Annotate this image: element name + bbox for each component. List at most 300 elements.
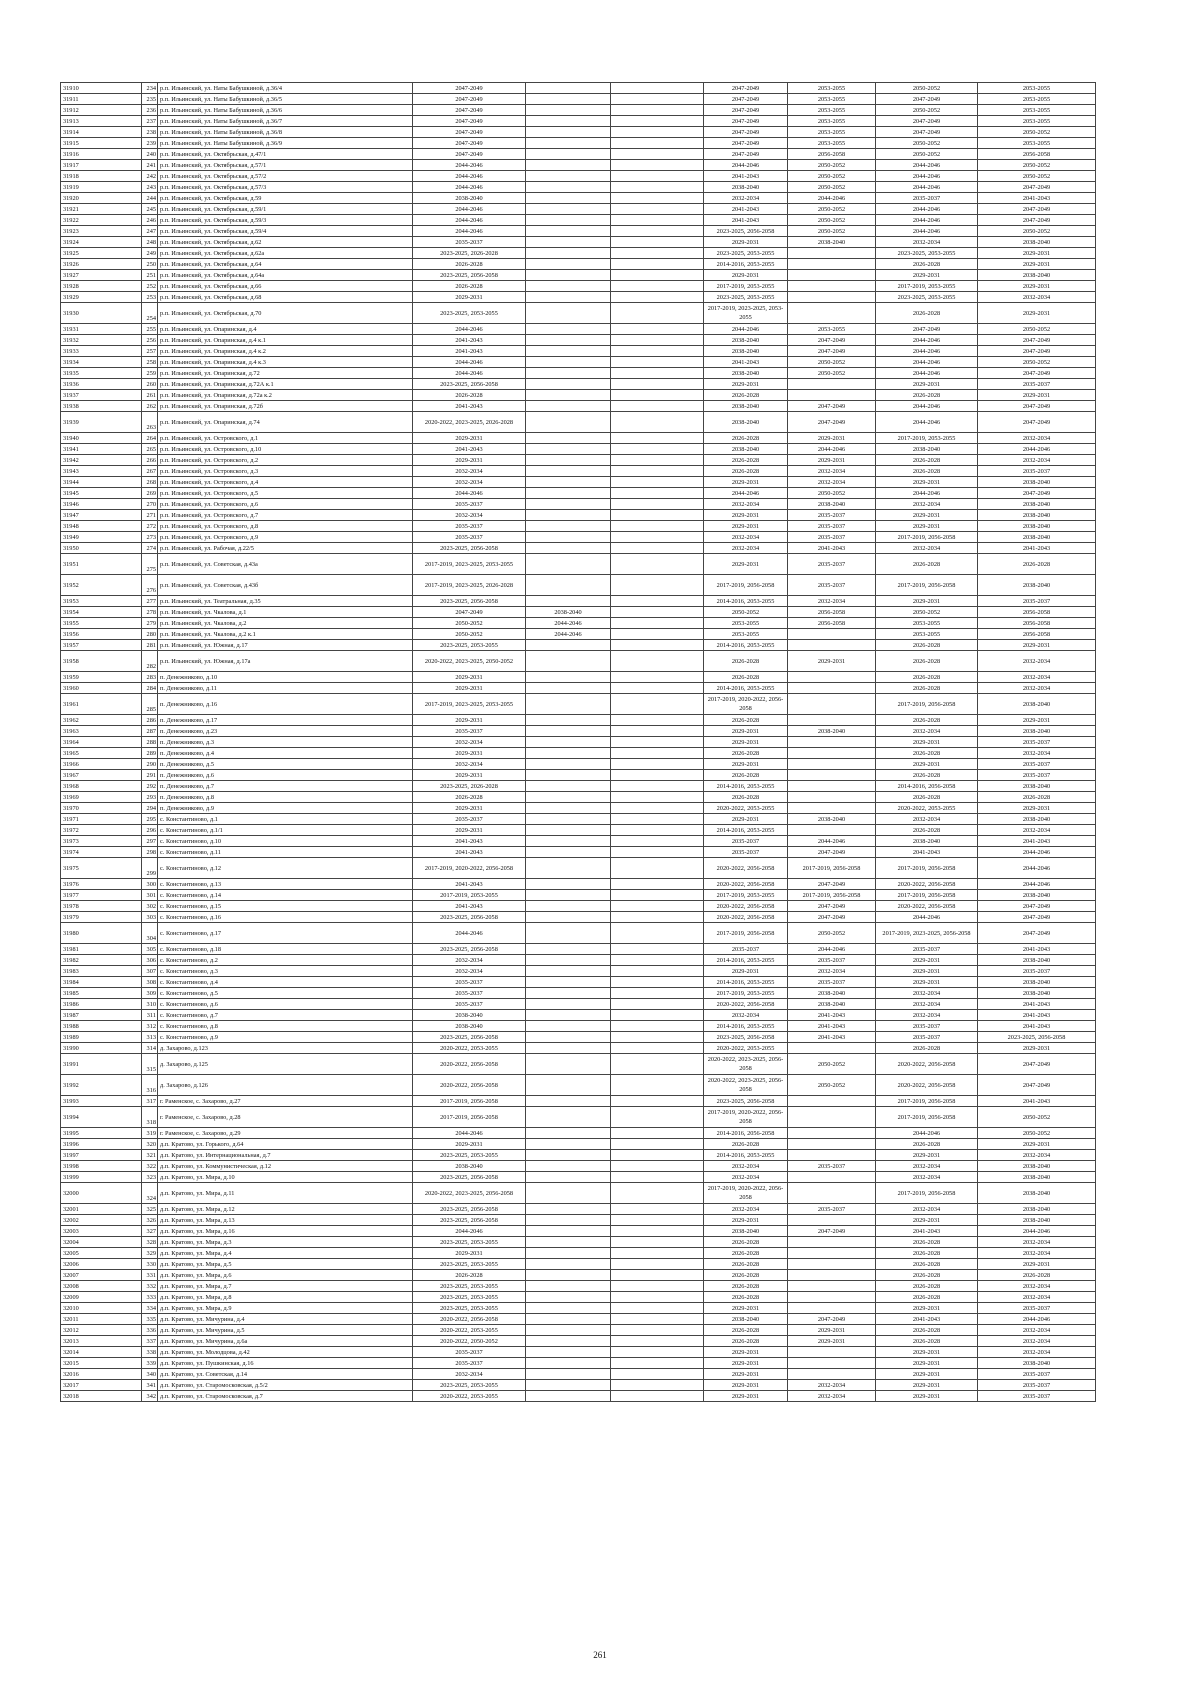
table-cell-period-f: 2029-2031 — [876, 1303, 978, 1314]
table-cell-period-g: 2038-2040 — [978, 1215, 1096, 1226]
table-cell-period-e: 2050-2052 — [788, 215, 876, 226]
table-cell-period-e: 2041-2043 — [788, 1010, 876, 1021]
table-cell-period-e — [788, 1096, 876, 1107]
table-cell-period-e: 2050-2052 — [788, 1075, 876, 1096]
table-cell-seq: 250 — [142, 259, 158, 270]
table-row — [61, 759, 1096, 770]
table-cell-period-b — [526, 694, 611, 715]
table-cell-seq: 273 — [142, 532, 158, 543]
table-cell-seq: 318 — [142, 1107, 158, 1128]
table-cell-period-c — [611, 596, 704, 607]
table-cell-period-a: 2026-2028 — [413, 281, 526, 292]
table-cell-period-b — [526, 270, 611, 281]
table-cell-period-b — [526, 672, 611, 683]
table-cell-period-c — [611, 1325, 704, 1336]
table-cell-period-d: 2029-2031 — [704, 1215, 788, 1226]
table-cell-period-c — [611, 281, 704, 292]
table-cell-period-a: 2029-2031 — [413, 433, 526, 444]
table-cell-period-f: 2032-2034 — [876, 543, 978, 554]
table-cell-seq: 327 — [142, 1226, 158, 1237]
table-cell-seq: 308 — [142, 977, 158, 988]
table-cell-period-b — [526, 193, 611, 204]
table-cell-period-f: 2026-2028 — [876, 1237, 978, 1248]
table-cell-period-c — [611, 204, 704, 215]
table-cell-period-g: 2029-2031 — [978, 390, 1096, 401]
table-cell-period-d: 2026-2028 — [704, 1259, 788, 1270]
table-cell-period-g: 2032-2034 — [978, 651, 1096, 672]
table-cell-period-e: 2050-2052 — [788, 182, 876, 193]
table-row — [61, 847, 1096, 858]
table-cell-period-e: 2053-2055 — [788, 94, 876, 105]
table-cell-address: р.п. Ильинский, ул. Островского, д.6 — [158, 499, 413, 510]
table-cell-row-id: 31943 — [61, 466, 142, 477]
table-cell-address: р.п. Ильинский, ул. Южная, д.17 — [158, 640, 413, 651]
table-cell-period-a: 2023-2025, 2056-2058 — [413, 1172, 526, 1183]
table-cell-period-a: 2041-2043 — [413, 335, 526, 346]
table-cell-seq: 316 — [142, 1075, 158, 1096]
table-cell-address: р.п. Ильинский, ул. Островского, д.8 — [158, 521, 413, 532]
table-cell-period-d: 2047-2049 — [704, 149, 788, 160]
table-cell-seq: 293 — [142, 792, 158, 803]
table-cell-row-id: 31977 — [61, 890, 142, 901]
table-cell-row-id: 31928 — [61, 281, 142, 292]
table-row — [61, 1161, 1096, 1172]
table-cell-period-f: 2017-2019, 2023-2025, 2056-2058 — [876, 923, 978, 944]
table-cell-period-a: 2044-2046 — [413, 357, 526, 368]
table-cell-period-e — [788, 1369, 876, 1380]
table-cell-period-c — [611, 890, 704, 901]
table-row — [61, 1270, 1096, 1281]
table-cell-period-f: 2044-2046 — [876, 368, 978, 379]
table-cell-period-c — [611, 1391, 704, 1402]
table-cell-period-d: 2026-2028 — [704, 1237, 788, 1248]
table-cell-address: р.п. Ильинский, ул. Советская, д.43а — [158, 554, 413, 575]
table-cell-period-f: 2026-2028 — [876, 792, 978, 803]
table-cell-period-a: 2023-2025, 2053-2055 — [413, 1281, 526, 1292]
table-cell-row-id: 31981 — [61, 944, 142, 955]
table-cell-period-g: 2038-2040 — [978, 237, 1096, 248]
table-cell-seq: 257 — [142, 346, 158, 357]
table-cell-period-d: 2032-2034 — [704, 193, 788, 204]
table-cell-address: р.п. Ильинский, ул. Наты Бабушкиной, д.36/7 — [158, 116, 413, 127]
table-cell-period-d: 2026-2028 — [704, 672, 788, 683]
table-cell-address: д.п. Кратово, ул. Старомосковская, д.5/2 — [158, 1380, 413, 1391]
table-cell-period-d: 2029-2031 — [704, 1380, 788, 1391]
table-cell-period-c — [611, 521, 704, 532]
table-cell-period-d: 2044-2046 — [704, 160, 788, 171]
table-row — [61, 444, 1096, 455]
table-cell-period-g: 2038-2040 — [978, 1204, 1096, 1215]
table-cell-period-a: 2020-2022, 2023-2025, 2056-2058 — [413, 1183, 526, 1204]
table-cell-address: р.п. Ильинский, ул. Октябрьская, д.68 — [158, 292, 413, 303]
table-cell-row-id: 31946 — [61, 499, 142, 510]
table-cell-address: с. Константиново, д.12 — [158, 858, 413, 879]
table-cell-period-b — [526, 226, 611, 237]
table-cell-period-f: 2017-2019, 2053-2055 — [876, 433, 978, 444]
table-cell-period-e — [788, 792, 876, 803]
table-cell-period-f: 2047-2049 — [876, 94, 978, 105]
table-cell-period-f: 2035-2037 — [876, 193, 978, 204]
table-cell-period-d: 2026-2028 — [704, 1248, 788, 1259]
table-cell-period-c — [611, 1010, 704, 1021]
table-cell-period-d: 2032-2034 — [704, 1161, 788, 1172]
table-cell-period-d: 2014-2016, 2056-2058 — [704, 1128, 788, 1139]
table-cell-period-b — [526, 901, 611, 912]
table-row — [61, 1021, 1096, 1032]
table-cell-address: д.п. Кратово, ул. Мичурина, д.6а — [158, 1336, 413, 1347]
table-cell-period-e — [788, 379, 876, 390]
table-cell-period-c — [611, 966, 704, 977]
table-cell-period-f: 2026-2028 — [876, 390, 978, 401]
table-cell-period-d: 2038-2040 — [704, 346, 788, 357]
table-cell-period-c — [611, 1358, 704, 1369]
table-cell-period-c — [611, 759, 704, 770]
table-cell-period-f: 2032-2034 — [876, 988, 978, 999]
table-cell-period-c — [611, 1215, 704, 1226]
table-cell-row-id: 31954 — [61, 607, 142, 618]
table-cell-row-id: 31979 — [61, 912, 142, 923]
table-cell-period-e: 2047-2049 — [788, 1314, 876, 1325]
table-row — [61, 618, 1096, 629]
table-cell-period-d: 2026-2028 — [704, 715, 788, 726]
table-cell-seq: 267 — [142, 466, 158, 477]
table-cell-period-d: 2047-2049 — [704, 105, 788, 116]
table-cell-period-f: 2026-2028 — [876, 1270, 978, 1281]
table-row — [61, 127, 1096, 138]
table-cell-period-d: 2026-2028 — [704, 1336, 788, 1347]
table-row — [61, 737, 1096, 748]
table-cell-period-b — [526, 1369, 611, 1380]
table-cell-row-id: 31923 — [61, 226, 142, 237]
table-cell-period-c — [611, 944, 704, 955]
table-cell-period-b: 2038-2040 — [526, 607, 611, 618]
table-cell-address: п. Денежниково, д.6 — [158, 770, 413, 781]
table-cell-period-b — [526, 944, 611, 955]
table-cell-period-d: 2026-2028 — [704, 390, 788, 401]
table-cell-row-id: 31969 — [61, 792, 142, 803]
table-cell-period-d: 2029-2031 — [704, 1391, 788, 1402]
table-cell-period-c — [611, 814, 704, 825]
table-cell-period-c — [611, 901, 704, 912]
table-cell-period-f: 2026-2028 — [876, 715, 978, 726]
table-cell-period-a: 2023-2025, 2056-2058 — [413, 270, 526, 281]
table-cell-period-f: 2029-2031 — [876, 1347, 978, 1358]
table-row — [61, 748, 1096, 759]
table-cell-period-a: 2020-2022, 2023-2025, 2026-2028 — [413, 412, 526, 433]
table-cell-address: р.п. Ильинский, ул. Опаринская, д.4 к.1 — [158, 335, 413, 346]
table-cell-period-f: 2044-2046 — [876, 912, 978, 923]
table-cell-address: р.п. Ильинский, ул. Островского, д.9 — [158, 532, 413, 543]
table-cell-seq: 269 — [142, 488, 158, 499]
table-row — [61, 292, 1096, 303]
table-row — [61, 554, 1096, 575]
table-cell-period-d: 2047-2049 — [704, 138, 788, 149]
table-cell-row-id: 32018 — [61, 1391, 142, 1402]
table-cell-period-a: 2029-2031 — [413, 455, 526, 466]
table-cell-period-g: 2053-2055 — [978, 105, 1096, 116]
table-cell-period-e: 2029-2031 — [788, 433, 876, 444]
table-cell-period-g: 2029-2031 — [978, 259, 1096, 270]
table-cell-period-f: 2020-2022, 2056-2058 — [876, 1054, 978, 1075]
table-cell-period-g: 2032-2034 — [978, 1336, 1096, 1347]
table-cell-period-b — [526, 1107, 611, 1128]
table-cell-period-f: 2017-2019, 2056-2058 — [876, 1107, 978, 1128]
table-row — [61, 966, 1096, 977]
table-cell-period-d: 2038-2040 — [704, 444, 788, 455]
table-cell-address: п. Денежниково, д.5 — [158, 759, 413, 770]
table-cell-seq: 255 — [142, 324, 158, 335]
table-cell-period-a: 2032-2034 — [413, 1369, 526, 1380]
table-cell-row-id: 31990 — [61, 1043, 142, 1054]
table-cell-period-f: 2017-2019, 2056-2058 — [876, 1096, 978, 1107]
table-cell-period-e — [788, 1270, 876, 1281]
table-cell-seq: 260 — [142, 379, 158, 390]
table-cell-period-b — [526, 455, 611, 466]
table-cell-period-a: 2029-2031 — [413, 825, 526, 836]
table-row — [61, 204, 1096, 215]
table-cell-period-g: 2050-2052 — [978, 226, 1096, 237]
table-cell-period-e: 2047-2049 — [788, 879, 876, 890]
table-cell-period-f: 2032-2034 — [876, 814, 978, 825]
table-cell-seq: 261 — [142, 390, 158, 401]
table-cell-period-g: 2038-2040 — [978, 1358, 1096, 1369]
table-cell-period-e: 2035-2037 — [788, 977, 876, 988]
table-cell-period-e: 2047-2049 — [788, 401, 876, 412]
table-cell-row-id: 31961 — [61, 694, 142, 715]
table-cell-address: п. Денежниково, д.11 — [158, 683, 413, 694]
table-cell-period-d: 2029-2031 — [704, 510, 788, 521]
table-cell-period-b — [526, 292, 611, 303]
table-cell-period-b — [526, 1172, 611, 1183]
table-cell-period-e: 2038-2040 — [788, 237, 876, 248]
table-cell-period-d: 2017-2019, 2056-2058 — [704, 923, 788, 944]
table-cell-row-id: 31988 — [61, 1021, 142, 1032]
table-cell-period-a: 2044-2046 — [413, 171, 526, 182]
table-cell-period-d: 2044-2046 — [704, 488, 788, 499]
table-cell-seq: 252 — [142, 281, 158, 292]
table-cell-address: д.п. Кратово, ул. Горького, д.64 — [158, 1139, 413, 1150]
table-cell-address: с. Константиново, д.3 — [158, 966, 413, 977]
table-cell-address: р.п. Ильинский, ул. Рабочая, д.22/5 — [158, 543, 413, 554]
table-cell-period-d: 2032-2034 — [704, 1204, 788, 1215]
table-cell-period-f: 2020-2022, 2056-2058 — [876, 1075, 978, 1096]
table-cell-period-b — [526, 890, 611, 901]
table-cell-period-b — [526, 737, 611, 748]
table-cell-address: г. Раменское, с. Захарово, д.27 — [158, 1096, 413, 1107]
table-cell-period-b — [526, 923, 611, 944]
table-cell-period-b — [526, 281, 611, 292]
table-cell-period-f: 2026-2028 — [876, 1292, 978, 1303]
table-cell-row-id: 32002 — [61, 1215, 142, 1226]
table-cell-row-id: 31973 — [61, 836, 142, 847]
table-cell-period-g: 2041-2043 — [978, 543, 1096, 554]
table-row — [61, 259, 1096, 270]
table-cell-period-c — [611, 1281, 704, 1292]
table-cell-period-e — [788, 770, 876, 781]
table-cell-row-id: 32000 — [61, 1183, 142, 1204]
table-row — [61, 1215, 1096, 1226]
table-cell-address: р.п. Ильинский, ул. Октябрьская, д.62а — [158, 248, 413, 259]
table-cell-period-d: 2047-2049 — [704, 127, 788, 138]
table-cell-seq: 288 — [142, 737, 158, 748]
table-cell-period-f: 2026-2028 — [876, 1336, 978, 1347]
table-cell-period-b — [526, 248, 611, 259]
table-cell-period-g: 2050-2052 — [978, 127, 1096, 138]
table-cell-address: п. Денежниково, д.16 — [158, 694, 413, 715]
table-cell-seq: 338 — [142, 1347, 158, 1358]
table-cell-period-g: 2035-2037 — [978, 1369, 1096, 1380]
table-row — [61, 781, 1096, 792]
table-cell-period-e: 2053-2055 — [788, 116, 876, 127]
table-row — [61, 281, 1096, 292]
table-cell-period-g: 2038-2040 — [978, 1183, 1096, 1204]
table-cell-period-e: 2035-2037 — [788, 1204, 876, 1215]
table-row — [61, 1032, 1096, 1043]
table-cell-period-g: 2029-2031 — [978, 1139, 1096, 1150]
table-cell-seq: 240 — [142, 149, 158, 160]
table-cell-seq: 300 — [142, 879, 158, 890]
table-cell-period-e — [788, 1215, 876, 1226]
table-cell-address: р.п. Ильинский, ул. Островского, д.5 — [158, 488, 413, 499]
table-cell-period-f: 2029-2031 — [876, 596, 978, 607]
table-cell-period-f: 2044-2046 — [876, 357, 978, 368]
table-row — [61, 1183, 1096, 1204]
table-cell-row-id: 31958 — [61, 651, 142, 672]
table-cell-period-a: 2017-2019, 2023-2025, 2053-2055 — [413, 554, 526, 575]
table-cell-period-g: 2047-2049 — [978, 401, 1096, 412]
table-row — [61, 379, 1096, 390]
table-cell-period-c — [611, 127, 704, 138]
table-cell-period-f: 2020-2022, 2056-2058 — [876, 901, 978, 912]
table-cell-period-d: 2044-2046 — [704, 324, 788, 335]
table-cell-period-g: 2047-2049 — [978, 335, 1096, 346]
table-cell-period-f: 2026-2028 — [876, 303, 978, 324]
table-cell-row-id: 31945 — [61, 488, 142, 499]
table-cell-period-e — [788, 390, 876, 401]
table-cell-address: п. Денежниково, д.9 — [158, 803, 413, 814]
table-body — [61, 83, 1096, 1402]
table-cell-period-a: 2023-2025, 2053-2055 — [413, 303, 526, 324]
table-cell-address: р.п. Ильинский, ул. Октябрьская, д.57/2 — [158, 171, 413, 182]
table-cell-period-g: 2038-2040 — [978, 1172, 1096, 1183]
table-row — [61, 94, 1096, 105]
table-cell-period-c — [611, 1021, 704, 1032]
table-cell-address: с. Константиново, д.8 — [158, 1021, 413, 1032]
table-cell-period-e — [788, 683, 876, 694]
table-cell-address: р.п. Ильинский, ул. Октябрьская, д.59/4 — [158, 226, 413, 237]
table-cell-period-c — [611, 488, 704, 499]
table-cell-period-a: 2029-2031 — [413, 683, 526, 694]
table-cell-period-a: 2047-2049 — [413, 116, 526, 127]
table-cell-period-f: 2017-2019, 2056-2058 — [876, 890, 978, 901]
table-cell-period-e: 2041-2043 — [788, 1021, 876, 1032]
table-cell-period-a: 2029-2031 — [413, 770, 526, 781]
table-cell-row-id: 32016 — [61, 1369, 142, 1380]
table-cell-period-g: 2056-2058 — [978, 149, 1096, 160]
table-cell-period-g: 2044-2046 — [978, 858, 1096, 879]
table-cell-period-f: 2035-2037 — [876, 944, 978, 955]
table-cell-row-id: 31962 — [61, 715, 142, 726]
table-cell-address: р.п. Ильинский, ул. Октябрьская, д.47/1 — [158, 149, 413, 160]
table-cell-period-e: 2038-2040 — [788, 999, 876, 1010]
table-cell-period-c — [611, 1369, 704, 1380]
table-row — [61, 357, 1096, 368]
table-cell-period-c — [611, 259, 704, 270]
page-number: 261 — [593, 1650, 607, 1660]
table-cell-period-g: 2047-2049 — [978, 912, 1096, 923]
table-cell-seq: 304 — [142, 923, 158, 944]
table-cell-seq: 234 — [142, 83, 158, 94]
table-cell-period-g: 2041-2043 — [978, 999, 1096, 1010]
table-row — [61, 955, 1096, 966]
table-cell-period-d: 2029-2031 — [704, 1369, 788, 1380]
table-cell-period-a: 2032-2034 — [413, 737, 526, 748]
table-cell-period-d: 2038-2040 — [704, 412, 788, 433]
table-cell-period-c — [611, 1314, 704, 1325]
table-cell-row-id: 31938 — [61, 401, 142, 412]
table-cell-period-g: 2050-2052 — [978, 324, 1096, 335]
table-cell-seq: 335 — [142, 1314, 158, 1325]
table-cell-period-c — [611, 1336, 704, 1347]
table-cell-seq: 241 — [142, 160, 158, 171]
table-row — [61, 890, 1096, 901]
table-cell-period-d: 2026-2028 — [704, 748, 788, 759]
table-cell-period-e: 2035-2037 — [788, 575, 876, 596]
table-cell-period-e: 2050-2052 — [788, 368, 876, 379]
table-cell-period-e — [788, 1183, 876, 1204]
table-cell-address: д.п. Кратово, ул. Мира, д.9 — [158, 1303, 413, 1314]
table-cell-period-d: 2029-2031 — [704, 554, 788, 575]
table-cell-seq: 303 — [142, 912, 158, 923]
table-cell-period-g: 2050-2052 — [978, 160, 1096, 171]
table-cell-seq: 251 — [142, 270, 158, 281]
table-cell-period-f: 2029-2031 — [876, 379, 978, 390]
table-cell-row-id: 31947 — [61, 510, 142, 521]
table-row — [61, 575, 1096, 596]
table-cell-period-g: 2023-2025, 2056-2058 — [978, 1032, 1096, 1043]
table-cell-row-id: 31996 — [61, 1139, 142, 1150]
table-cell-period-g: 2035-2037 — [978, 466, 1096, 477]
table-row — [61, 1281, 1096, 1292]
table-row — [61, 160, 1096, 171]
table-cell-seq: 279 — [142, 618, 158, 629]
table-cell-seq: 334 — [142, 1303, 158, 1314]
table-cell-period-d: 2020-2022, 2053-2055 — [704, 803, 788, 814]
table-cell-period-g: 2041-2043 — [978, 944, 1096, 955]
table-cell-address: р.п. Ильинский, ул. Наты Бабушкиной, д.36/5 — [158, 94, 413, 105]
table-cell-period-d: 2047-2049 — [704, 83, 788, 94]
table-cell-period-b — [526, 499, 611, 510]
table-cell-period-a: 2023-2025, 2056-2058 — [413, 543, 526, 554]
table-cell-period-b — [526, 488, 611, 499]
table-cell-period-a: 2047-2049 — [413, 607, 526, 618]
table-cell-period-f: 2032-2034 — [876, 1161, 978, 1172]
table-cell-row-id: 31940 — [61, 433, 142, 444]
table-cell-seq: 314 — [142, 1043, 158, 1054]
table-cell-period-f: 2029-2031 — [876, 270, 978, 281]
table-cell-row-id: 31975 — [61, 858, 142, 879]
table-cell-period-e — [788, 1303, 876, 1314]
table-cell-period-g: 2050-2052 — [978, 1128, 1096, 1139]
table-cell-period-c — [611, 160, 704, 171]
table-cell-period-f: 2026-2028 — [876, 1281, 978, 1292]
table-cell-row-id: 31992 — [61, 1075, 142, 1096]
table-cell-period-e: 2053-2055 — [788, 127, 876, 138]
table-cell-address: с. Константиново, д.6 — [158, 999, 413, 1010]
table-cell-seq: 285 — [142, 694, 158, 715]
table-cell-period-e — [788, 629, 876, 640]
table-cell-period-g: 2032-2034 — [978, 1325, 1096, 1336]
